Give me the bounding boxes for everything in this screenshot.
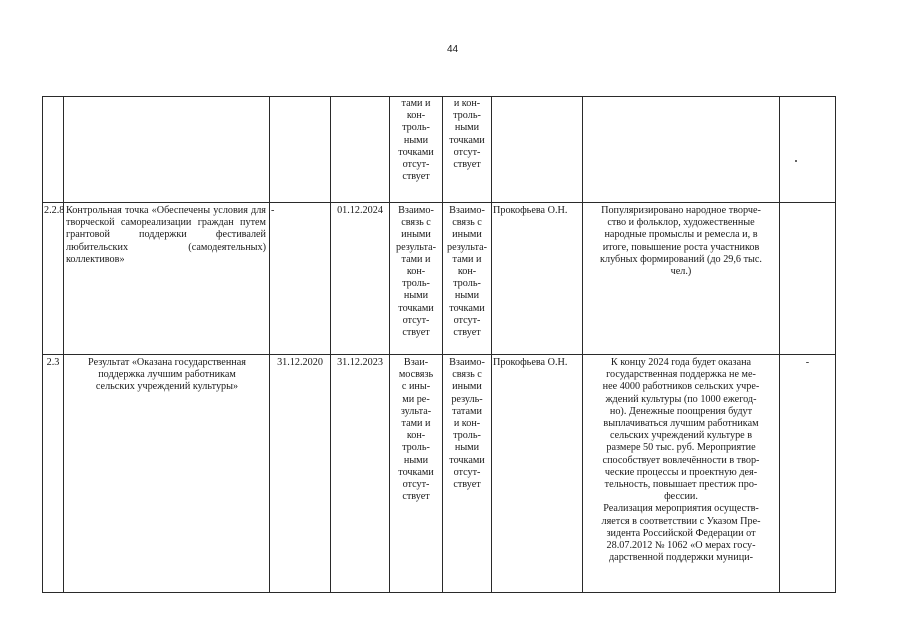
table-cell-number: 2.2.8 <box>44 205 64 216</box>
table-cell-name: Контрольная точка «Обеспечены условия для творческой самореализации граждан путем грантовой поддержки фестивалей любительских (самодеятельных) коллективов» <box>66 205 266 265</box>
table-cell-start-date: 31.12.2020 <box>277 357 323 368</box>
table-cell-relation-1: тами и кон- троль- ными точками отсут- ствует <box>398 98 434 183</box>
table-cell-result: Популяризировано народное творче- ство и фольклор, художественные народные промыслы и ремесла и, в итоге, повышение роста участников клубных формирований (до 29,6 тыс. чел.) <box>600 205 762 278</box>
table-cell-end-date: 01.12.2024 <box>337 205 383 216</box>
table-cell-relation-2: и кон- троль- ными точками отсут- ствует <box>449 98 485 171</box>
table-cell-extra: - <box>805 357 810 368</box>
table-cell-relation-1: Взаимо- связь с иными результа- тами и кон- троль- ными точками отсут- ствует <box>395 205 437 339</box>
table-cell-relation-2: Взаимо- связь с иными результа- тами и кон- троль- ными точками отсут- ствует <box>446 205 488 339</box>
table-cell-number: 2.3 <box>46 357 60 368</box>
table-cell-relation-2: Взаимо- связь с иными резуль- татами и кон- троль- ными точками отсут- ствует <box>449 357 485 491</box>
table-cell-start-date: - <box>271 205 275 216</box>
table-cell-result: К концу 2024 года будет оказана государственная поддержка не ме- нее 4000 работников сельских учре- ждений культуры (по 1000 ежегод- но). Денежные поощрения будут выплачиваться лучшим работникам сельских учреждений культуре в размере 50 тыс. руб. Мероприятие способствует вовлечённости в твор- ческие процессы и проектную дея- тельность, повышает престиж про- фессии. Реализация мероприятия осуществ- ляется в соответствии с Указом Пре- зидента Российской Федерации от 28.07.2012 № 1062 «О мерах госу- дарственной поддержки муници- <box>601 357 761 564</box>
table-cell-responsible: Прокофьева О.Н. <box>493 205 568 216</box>
table-cell-relation-1: Взаи- мосвязь с ины- ми ре- зульта- тами и кон- троль- ными точками отсут- ствует <box>398 357 434 503</box>
page-number: 44 <box>446 44 459 55</box>
table-cell-end-date: 31.12.2023 <box>337 357 383 368</box>
table-cell-name: Результат «Оказана государственная поддержка лучшим работникам сельских учреждений культуры» <box>88 357 246 393</box>
table-cell-responsible: Прокофьева О.Н. <box>493 357 568 368</box>
